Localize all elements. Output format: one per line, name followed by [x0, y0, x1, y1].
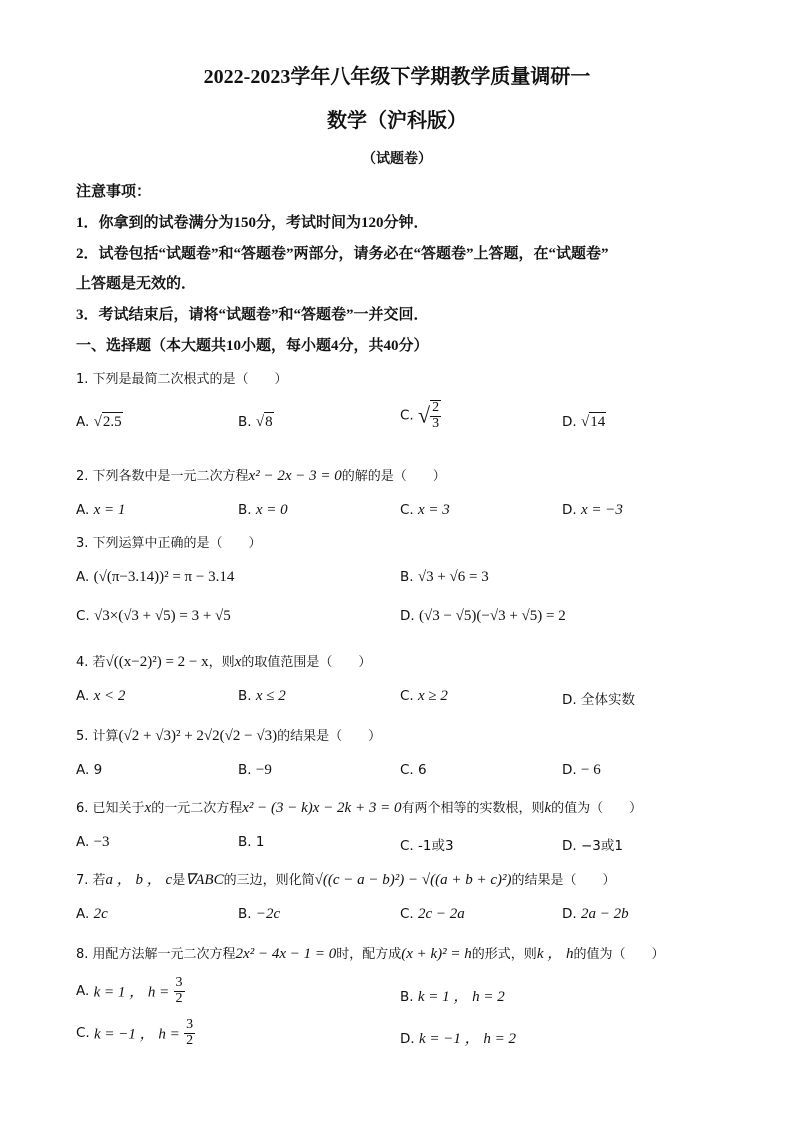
radicand: 8: [265, 414, 273, 430]
q8-option-d: [400, 1027, 516, 1048]
stem-text: 5. 计算: [76, 729, 119, 744]
notice-heading: 注意事项：: [76, 184, 152, 200]
option-letter: A.: [76, 688, 90, 704]
stem-text: 的值为（ ）: [573, 947, 665, 962]
q5-option-a: A. 9: [76, 762, 103, 778]
option-letter: D.: [400, 608, 415, 624]
option-letter: B.: [238, 906, 252, 922]
variable: k: [544, 800, 552, 816]
q5-option-b: [238, 762, 272, 779]
fraction-denominator: 3: [432, 415, 440, 431]
option-letter: A.: [76, 983, 90, 1000]
question-7-stem: [76, 868, 616, 889]
option-letter: D.: [562, 502, 577, 518]
q7-option-c: [400, 906, 465, 923]
stem-text: 的三边，则化简: [223, 873, 315, 888]
notice-item-2: 2．试卷包括“试题卷”和“答题卷”两部分，请务必在“答题卷”上答题，在“试题卷”: [76, 246, 609, 262]
stem-text: 的解的是（ ）: [341, 469, 446, 484]
q4-option-d: D. 全体实数: [562, 692, 635, 708]
stem-text: 的一元二次方程: [151, 801, 243, 816]
subject-title: 数学（沪科版）: [327, 110, 467, 132]
stem-text: 的形式，则: [471, 947, 537, 962]
option-letter: A.: [76, 414, 90, 430]
option-letter: A.: [76, 834, 90, 850]
equation: x² − (3 − k)x − 2k + 3 = 0: [242, 800, 402, 816]
equation: √((c − a − b)²) − √((a + b + c)²): [314, 872, 512, 888]
stem-text: 2. 下列各数中是一元二次方程: [76, 469, 249, 484]
option-letter: A.: [76, 906, 90, 922]
option-letter: C.: [76, 608, 90, 624]
option-value: k = −1 ， h = 2: [418, 1031, 517, 1047]
question-5-stem: [76, 725, 381, 745]
question-4-stem: [76, 651, 371, 671]
radicand: 2.5: [102, 414, 122, 430]
option-letter: A.: [76, 569, 90, 585]
radicand: 14: [590, 414, 606, 430]
option-value: x = 0: [255, 502, 288, 518]
option-letter: C.: [400, 906, 414, 922]
option-value: x ≥ 2: [418, 688, 448, 704]
q8-option-b: [400, 985, 505, 1006]
variable: x: [234, 654, 242, 670]
question-6-stem: [76, 797, 642, 817]
q4-option-b: [238, 688, 286, 705]
stem-text: 6. 已知关于: [76, 801, 145, 816]
q6-option-d: D. −3或1: [562, 838, 623, 854]
q2-option-b: [238, 502, 288, 519]
option-letter: B.: [238, 688, 252, 704]
option-letter: A.: [76, 502, 90, 518]
notice-item-1: 1．你拿到的试卷满分为150分，考试时间为120分钟．: [76, 215, 429, 231]
option-value: −9: [255, 762, 272, 778]
stem-text: 有两个相等的实数根，则: [401, 801, 545, 816]
stem-text: 4. 若: [76, 655, 106, 670]
option-value: k = −1 ， h =: [94, 1026, 180, 1043]
fraction-numerator: 3: [175, 975, 183, 990]
option-value: x = 3: [418, 502, 450, 518]
q1-option-c: C. √ $\frac{2}{3}$: [400, 400, 440, 431]
question-1-stem: 1. 下列是最简二次根式的是（ ）: [76, 372, 288, 387]
stem-text: 时，配方成: [336, 947, 402, 962]
q8-option-a: [76, 976, 185, 1006]
option-value: x = 1: [93, 502, 126, 518]
stem-text: ，则: [208, 655, 235, 670]
question-8-stem: [76, 942, 665, 963]
option-value: x ≤ 2: [255, 688, 286, 704]
stem-text: 8. 用配方法解一元二次方程: [76, 947, 236, 962]
equation: √((x−2)²) = 2 − x: [105, 654, 209, 670]
equation: x² − 2x − 3 = 0: [248, 468, 342, 484]
q5-option-d: [562, 762, 601, 779]
variable: x: [144, 800, 152, 816]
q1-option-a: A. √2.5: [76, 414, 122, 430]
option-value: (√(π−3.14))² = π − 3.14: [93, 569, 235, 585]
exam-title: 2022-2023学年八年级下学期教学质量调研一: [203, 66, 591, 88]
fraction-denominator: 2: [175, 990, 183, 1006]
stem-text: 的结果是（ ）: [511, 873, 616, 888]
q7-option-d: [562, 906, 629, 923]
equation: (x + k)² = h: [401, 946, 472, 962]
q6-option-c: C. -1或3: [400, 838, 454, 854]
fraction-denominator: 2: [186, 1032, 194, 1048]
option-letter: B.: [400, 989, 414, 1005]
option-letter: D.: [562, 414, 577, 430]
q7-option-a: [76, 906, 108, 923]
q3-option-d: [400, 608, 566, 625]
q3-option-b: [400, 569, 489, 586]
q3-option-c: [76, 608, 231, 625]
q5-option-c: C. 6: [400, 762, 427, 778]
option-value: (√3 − √5)(−√3 + √5) = 2: [418, 608, 566, 624]
option-letter: B.: [238, 414, 252, 430]
section-heading: 一、选择题（本大题共10小题，每小题4分，共40分）: [76, 338, 429, 354]
stem-text: 的取值范围是（ ）: [241, 655, 372, 670]
option-letter: D.: [562, 906, 577, 922]
option-value: 2a − 2b: [580, 906, 629, 922]
option-value: 2c: [93, 906, 108, 922]
option-value: √3×(√3 + √5) = 3 + √5: [94, 608, 231, 624]
q4-option-c: [400, 688, 448, 705]
option-value: 2c − 2a: [418, 906, 465, 922]
stem-text: 是: [172, 873, 186, 888]
fraction-numerator: 3: [186, 1017, 194, 1032]
option-value: −3: [93, 834, 110, 850]
q4-option-a: [76, 688, 125, 705]
fraction-numerator: 2: [432, 400, 440, 415]
option-letter: B.: [400, 569, 414, 585]
paper-label: （试题卷）: [362, 152, 432, 167]
variables: a ， b ， c: [105, 872, 173, 888]
q7-option-b: [238, 906, 280, 923]
option-value: k = 1 ， h =: [93, 984, 170, 1001]
option-letter: C.: [400, 502, 414, 518]
option-value: x = −3: [580, 502, 623, 518]
option-value: x < 2: [93, 688, 126, 704]
q2-option-c: [400, 502, 450, 519]
stem-text: 7. 若: [76, 873, 106, 888]
option-value: − 6: [580, 762, 601, 778]
q2-option-a: [76, 502, 125, 519]
option-value: −2c: [255, 906, 281, 922]
option-value: √3 + √6 = 3: [417, 569, 489, 585]
q6-option-a: [76, 834, 110, 851]
q3-option-a: [76, 569, 234, 586]
option-letter: C.: [400, 688, 414, 704]
option-letter: C.: [400, 407, 414, 424]
stem-text: 的结果是（ ）: [277, 729, 382, 744]
q2-option-d: [562, 502, 623, 519]
option-value: k = 1 ， h = 2: [417, 989, 505, 1005]
notice-item-2-cont: 上答题是无效的．: [76, 276, 197, 292]
option-letter: B.: [238, 762, 252, 778]
option-letter: D.: [400, 1031, 415, 1047]
q6-option-b: B. 1: [238, 834, 265, 850]
equation: 2x² − 4x − 1 = 0: [235, 946, 337, 962]
q1-option-d: D. √14: [562, 414, 606, 430]
option-letter: C.: [76, 1025, 90, 1042]
equation: (√2 + √3)² + 2√2(√2 − √3): [118, 728, 278, 744]
variables: k ， h: [536, 946, 574, 962]
stem-text: 的值为（ ）: [551, 801, 643, 816]
option-letter: B.: [238, 502, 252, 518]
option-letter: D.: [562, 762, 577, 778]
q8-option-c: [76, 1018, 195, 1048]
notice-item-3: 3．考试结束后，请将“试题卷”和“答题卷”一并交回．: [76, 307, 429, 323]
question-3-stem: 3. 下列运算中正确的是（ ）: [76, 536, 262, 551]
question-2-stem: [76, 465, 446, 485]
triangle-symbol: ∇ABC: [185, 872, 224, 888]
q1-option-b: B. √8: [238, 414, 273, 430]
